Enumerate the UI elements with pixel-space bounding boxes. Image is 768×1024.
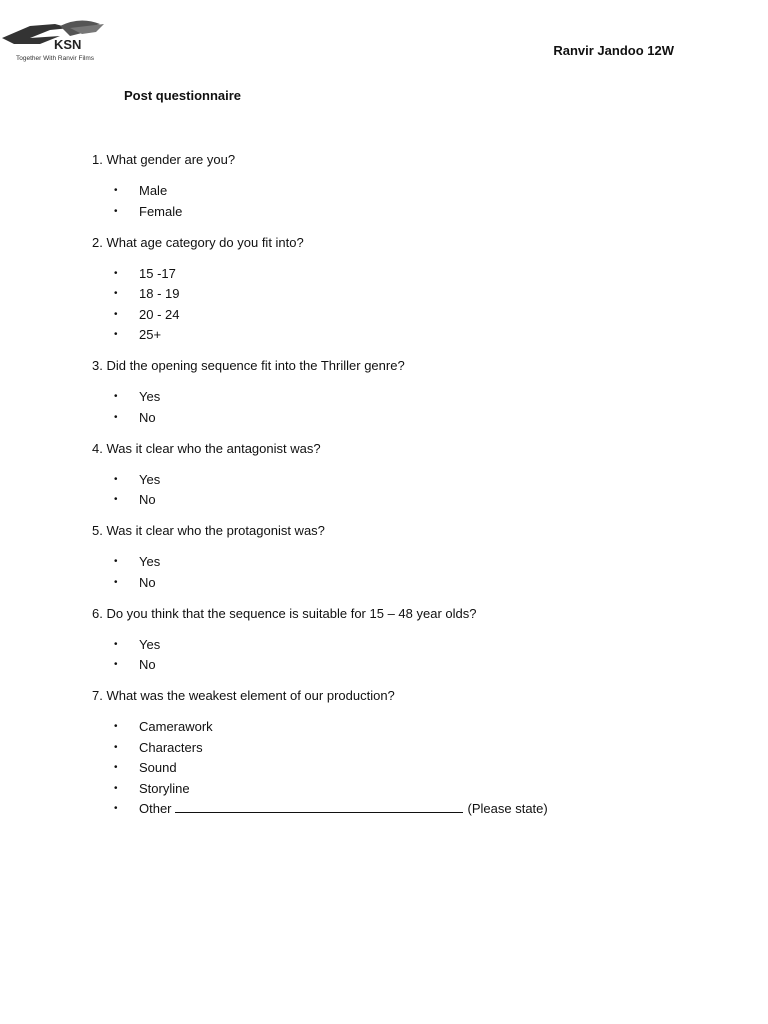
answer-option — [92, 327, 732, 343]
option-label: 15 -17 — [139, 265, 176, 281]
answer-options — [92, 637, 732, 674]
answer-options — [92, 554, 732, 591]
bullet-icon: • — [114, 185, 118, 196]
question-text: 3. Did the opening sequence fit into the Thriller genre? — [92, 358, 405, 373]
option-label: Male — [139, 183, 168, 198]
question-block — [92, 358, 732, 426]
svg-text:KSN: KSN — [54, 37, 82, 52]
question-text: 4. Was it clear who the antagonist was? — [92, 440, 321, 456]
answer-options — [92, 389, 732, 426]
write-in-line — [175, 801, 463, 813]
option-label: No — [139, 657, 156, 672]
question-block — [92, 152, 732, 220]
answer-options — [92, 719, 732, 817]
please-state-note: (Please state) — [467, 801, 548, 816]
author-name: Ranvir Jandoo 12W — [553, 43, 674, 58]
option-label: Yes — [139, 554, 161, 569]
bullet-icon: • — [114, 741, 118, 753]
option-label: Yes — [139, 389, 161, 404]
answer-option — [92, 307, 732, 323]
option-label: Yes — [139, 471, 161, 487]
option-label: 25+ — [139, 327, 162, 342]
bullet-icon: • — [114, 473, 118, 485]
answer-option — [92, 554, 732, 570]
answer-option — [92, 740, 732, 756]
bullet-icon: • — [114, 782, 118, 794]
option-label: Other — [139, 801, 172, 816]
option-label: 20 - 24 — [139, 306, 180, 322]
bullet-icon: • — [114, 391, 118, 402]
question-block — [92, 235, 732, 344]
bullet-icon: • — [114, 411, 118, 423]
ksn-logo — [0, 18, 120, 66]
answer-option — [92, 657, 732, 673]
answer-options — [92, 266, 732, 344]
question-block — [92, 523, 732, 591]
question-block — [92, 441, 732, 509]
answer-options — [92, 472, 732, 509]
bullet-icon: • — [114, 556, 118, 567]
option-label: Camerawork — [139, 719, 213, 734]
answer-option — [92, 410, 732, 426]
document-title: Post questionnaire — [124, 88, 242, 103]
question-text: 5. Was it clear who the protagonist was? — [92, 523, 325, 538]
answer-option — [92, 183, 732, 199]
bullet-icon: • — [114, 576, 118, 588]
answer-option — [92, 781, 732, 797]
answer-option — [92, 719, 732, 735]
bullet-icon: • — [114, 659, 118, 670]
question-list — [92, 152, 732, 832]
answer-option — [92, 204, 732, 220]
option-label: 18 - 19 — [139, 286, 180, 301]
answer-options — [92, 183, 732, 220]
bullet-icon: • — [114, 329, 118, 340]
bullet-icon: • — [114, 721, 118, 732]
option-label: Yes — [139, 636, 161, 652]
svg-text:Together With Ranvir Films: Together With Ranvir Films — [16, 55, 95, 62]
question-text: 7. What was the weakest element of our production? — [92, 688, 395, 703]
bullet-icon: • — [114, 288, 118, 299]
option-label: No — [139, 409, 156, 425]
bullet-icon: • — [114, 205, 118, 217]
bullet-icon: • — [114, 308, 118, 320]
bullet-icon: • — [114, 762, 118, 773]
question-block — [92, 688, 732, 817]
option-label: No — [139, 574, 156, 590]
answer-option — [92, 389, 732, 405]
bullet-icon: • — [114, 267, 118, 279]
answer-option-other — [92, 801, 732, 817]
bullet-icon: • — [114, 803, 118, 814]
question-block — [92, 606, 732, 674]
answer-option — [92, 760, 732, 776]
question-text: 2. What age category do you fit into? — [92, 234, 304, 250]
answer-option — [92, 637, 732, 653]
question-text: 1. What gender are you? — [92, 152, 236, 167]
option-label: Sound — [139, 760, 177, 775]
answer-option — [92, 472, 732, 488]
option-label: Female — [139, 203, 183, 219]
option-label: Storyline — [139, 780, 190, 796]
answer-option — [92, 575, 732, 591]
option-label: No — [139, 492, 156, 507]
answer-option — [92, 286, 732, 302]
answer-option — [92, 492, 732, 508]
option-label: Characters — [139, 739, 203, 755]
answer-option — [92, 266, 732, 282]
bullet-icon: • — [114, 494, 118, 505]
question-text: 6. Do you think that the sequence is suitable for 15 – 48 year olds? — [92, 605, 477, 621]
bullet-icon: • — [114, 638, 118, 650]
